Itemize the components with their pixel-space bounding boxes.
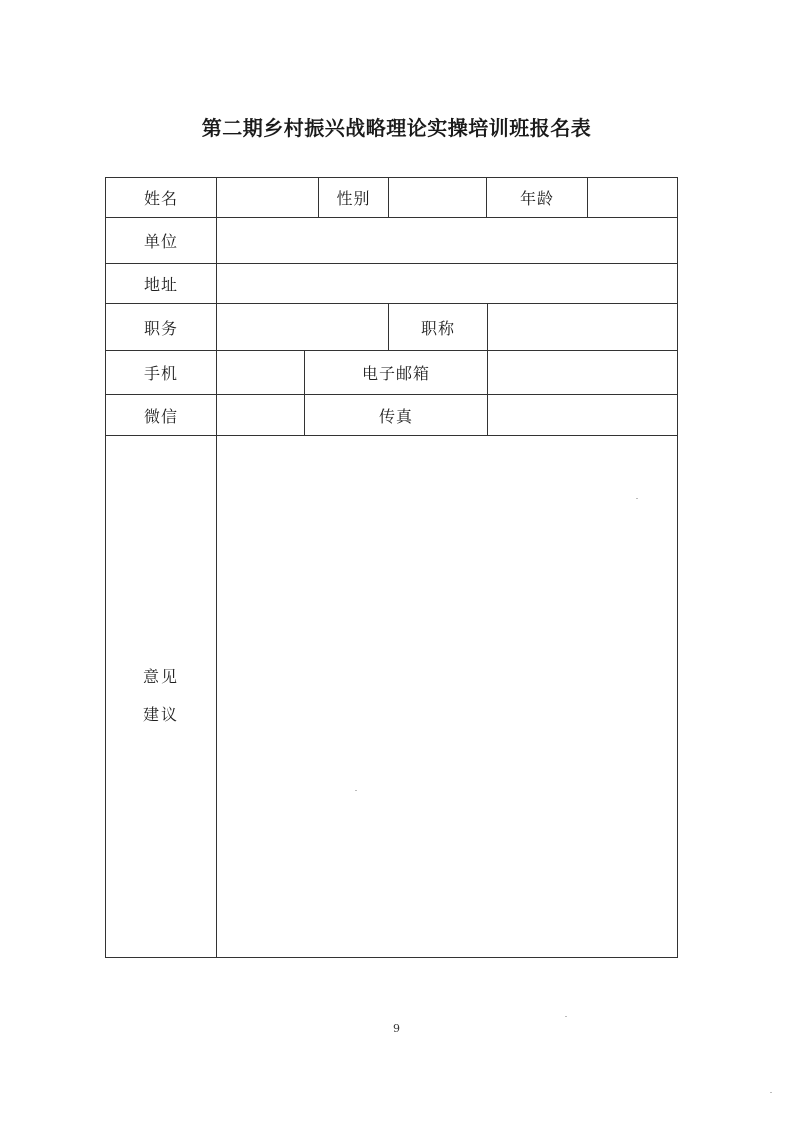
address-field[interactable]	[217, 264, 677, 303]
title-rank-field[interactable]	[488, 304, 677, 350]
comments-label-line1: 意见	[142, 667, 179, 686]
name-field[interactable]	[217, 178, 318, 217]
gender-field[interactable]	[389, 178, 486, 217]
organization-field[interactable]	[217, 218, 677, 263]
scan-speck	[565, 1016, 567, 1017]
mobile-label: 手机	[143, 364, 178, 383]
name-label: 姓名	[143, 189, 178, 208]
form-title: 第二期乡村振兴战略理论实操培训班报名表	[201, 116, 592, 140]
wechat-label: 微信	[143, 406, 178, 426]
mobile-field[interactable]	[217, 351, 304, 394]
position-field[interactable]	[217, 304, 388, 350]
address-label: 地址	[143, 275, 178, 294]
email-field[interactable]	[488, 351, 677, 394]
age-label: 年龄	[519, 189, 554, 208]
email-label: 电子邮箱	[361, 364, 430, 383]
comments-field[interactable]	[217, 436, 677, 957]
scan-speck	[636, 498, 638, 499]
fax-label: 传真	[378, 406, 413, 426]
comments-label-line2: 建议	[142, 705, 179, 724]
wechat-field[interactable]	[217, 395, 304, 435]
fax-field[interactable]	[488, 395, 677, 435]
position-label: 职务	[143, 318, 178, 338]
title-rank-label: 职称	[420, 318, 455, 338]
registration-form-table	[105, 177, 678, 958]
page-number: 9	[393, 1022, 400, 1035]
scan-speck	[770, 1092, 772, 1093]
age-field[interactable]	[588, 178, 677, 217]
comments-label	[106, 658, 216, 734]
gender-label: 性别	[336, 189, 371, 208]
organization-label: 单位	[143, 232, 178, 251]
scan-speck	[355, 790, 357, 791]
